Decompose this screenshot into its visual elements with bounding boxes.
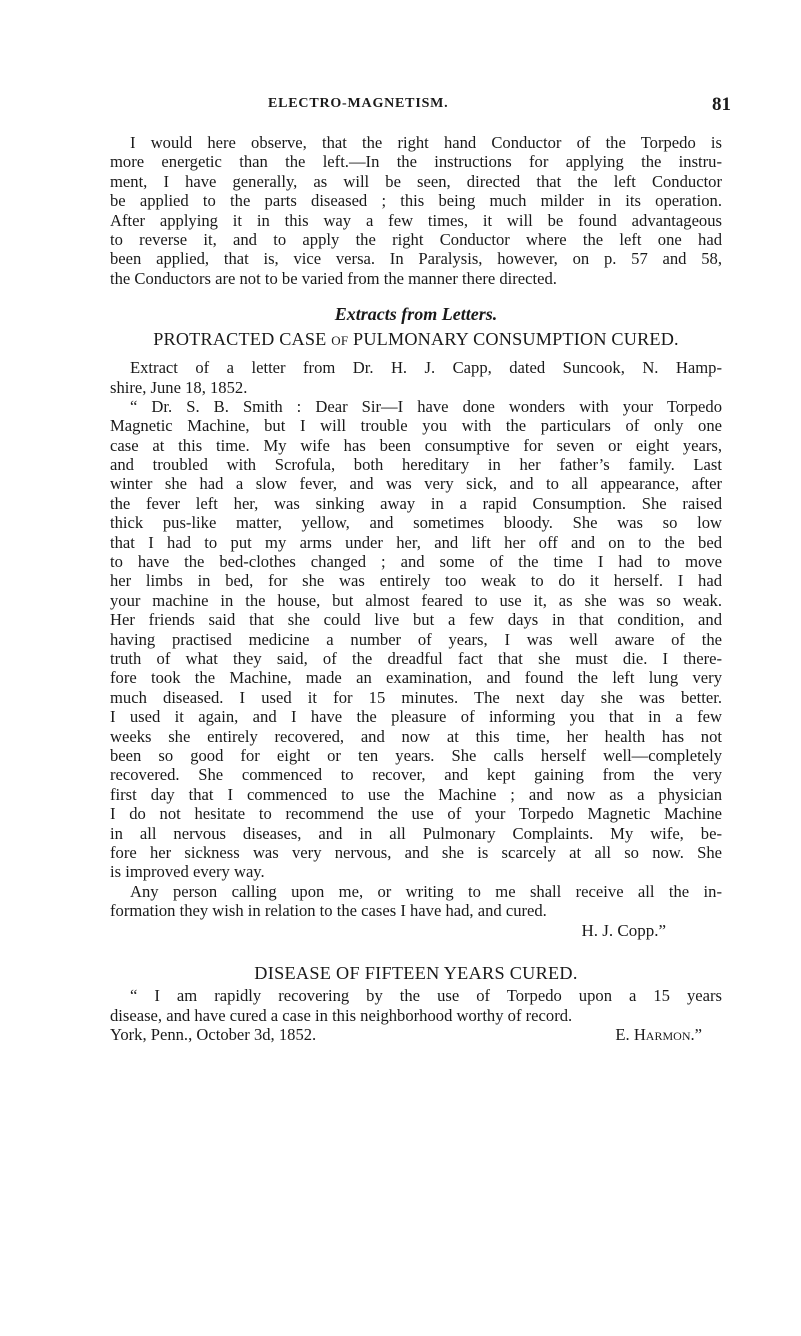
place-date: York, Penn., October 3d, 1852. bbox=[110, 1025, 317, 1045]
text-line: in all nervous diseases, and in all Pulmonary Complaints. My wife, be- bbox=[110, 823, 722, 843]
section-heading: Extracts from Letters. bbox=[334, 304, 498, 325]
case-heading-part1: PROTRACTED CASE bbox=[153, 329, 327, 350]
case-heading-part2: PULMONARY CONSUMPTION CURED. bbox=[353, 329, 679, 350]
page-body bbox=[110, 133, 722, 1045]
page-number: 81 bbox=[712, 94, 731, 115]
text-line: fore took the Machine, made an examination, and found the left lung very bbox=[110, 668, 722, 688]
text-line: winter she had a slow fever, and was very sick, and to all appearance, after bbox=[110, 474, 722, 494]
text-line: first day that I commenced to use the Machine ; and now as a physician bbox=[110, 784, 722, 804]
text-line: your machine in the house, but almost feared to use it, as she was so weak. bbox=[110, 590, 722, 610]
text-line: I used it again, and I have the pleasure of informing you that in a few bbox=[110, 707, 722, 727]
case-heading: DISEASE OF FIFTEEN YEARS CURED. bbox=[254, 963, 578, 984]
text-line: I do not hesitate to recommend the use of your Torpedo Magnetic Machine bbox=[110, 804, 722, 824]
text-line: shire, June 18, 1852. bbox=[110, 377, 248, 397]
text-line: Magnetic Machine, but I will trouble you with the particulars of only one bbox=[110, 416, 722, 436]
text-line: recovered. She commenced to recover, and kept gaining from the very bbox=[110, 765, 722, 785]
text-line: and troubled with Scrofula, both hereditary in her father’s family. Last bbox=[110, 455, 722, 475]
text-line: Extract of a letter from Dr. H. J. Capp, dated Suncook, N. Hamp- bbox=[130, 358, 722, 378]
running-title: ELECTRO-MAGNETISM. bbox=[268, 96, 449, 111]
text-line: to have the bed-clothes changed ; and some of the time I had to move bbox=[110, 552, 722, 572]
text-line: “ I am rapidly recovering by the use of Torpedo upon a 15 years bbox=[130, 986, 722, 1006]
case-heading-of: OF bbox=[331, 333, 349, 349]
text-line: I would here observe, that the right hand Conductor of the Torpedo is bbox=[130, 133, 722, 152]
text-line: “ Dr. S. B. Smith : Dear Sir—I have done wonders with your Torpedo bbox=[130, 396, 722, 416]
text-line: thick pus-like matter, yellow, and sometimes bloody. She was so low bbox=[110, 513, 722, 533]
letter-extract bbox=[110, 358, 722, 942]
text-line: more energetic than the left.—In the instructions for applying the instru- bbox=[110, 152, 722, 172]
signature-line bbox=[110, 1025, 722, 1044]
text-line: ment, I have generally, as will be seen, directed that the left Conductor bbox=[110, 171, 722, 191]
text-line: her limbs in bed, for she was entirely too weak to do it herself. I had bbox=[110, 571, 722, 591]
text-line: After applying it in this way a few times, it will be found advantageous bbox=[110, 210, 722, 230]
text-line: weeks she entirely recovered, and now at this time, her health has not bbox=[110, 726, 722, 746]
text-line: formation they wish in relation to the cases I have had, and cured. bbox=[110, 901, 547, 921]
text-line: that I had to put my arms under her, and lift her off and on to the bed bbox=[110, 532, 722, 552]
text-line: having practised medicine a number of years, I was well aware of the bbox=[110, 629, 722, 649]
text-line: been applied, that is, vice versa. In Paralysis, however, on p. 57 and 58, bbox=[110, 249, 722, 269]
text-line: disease, and have cured a case in this neighborhood worthy of record. bbox=[110, 1005, 573, 1025]
text-line: the Conductors are not to be varied from the manner there directed. bbox=[110, 268, 557, 288]
text-line: fore her sickness was very nervous, and she is scarcely at all so now. She bbox=[110, 842, 722, 862]
signature: E. Harmon.” bbox=[615, 1025, 702, 1045]
case-heading bbox=[110, 326, 722, 352]
text-line: be applied to the parts diseased ; this being much milder in its operation. bbox=[110, 191, 722, 211]
text-line: Any person calling upon me, or writing to me shall receive all the in- bbox=[130, 881, 722, 901]
text-line: case at this time. My wife has been consumptive for seven or eight years, bbox=[110, 435, 722, 455]
text-line: to reverse it, and to apply the right Conductor where the left one had bbox=[110, 229, 722, 249]
running-header bbox=[0, 94, 801, 118]
text-line: Her friends said that she could live but a few days in that condition, and bbox=[110, 610, 722, 630]
letter-extract bbox=[110, 986, 722, 1044]
signature: H. J. Copp.” bbox=[581, 921, 666, 941]
text-line: much diseased. I used it for 15 minutes. The next day she was better. bbox=[110, 687, 722, 707]
text-line: the fever left her, was sinking away in a rapid Consumption. She raised bbox=[110, 493, 722, 513]
text-line: is improved every way. bbox=[110, 862, 265, 882]
text-line: been so good for eight or ten years. She calls herself well—completely bbox=[110, 745, 722, 765]
text-line: truth of what they said, of the dreadful fact that she must die. I there- bbox=[110, 648, 722, 668]
intro-paragraph bbox=[110, 133, 722, 288]
